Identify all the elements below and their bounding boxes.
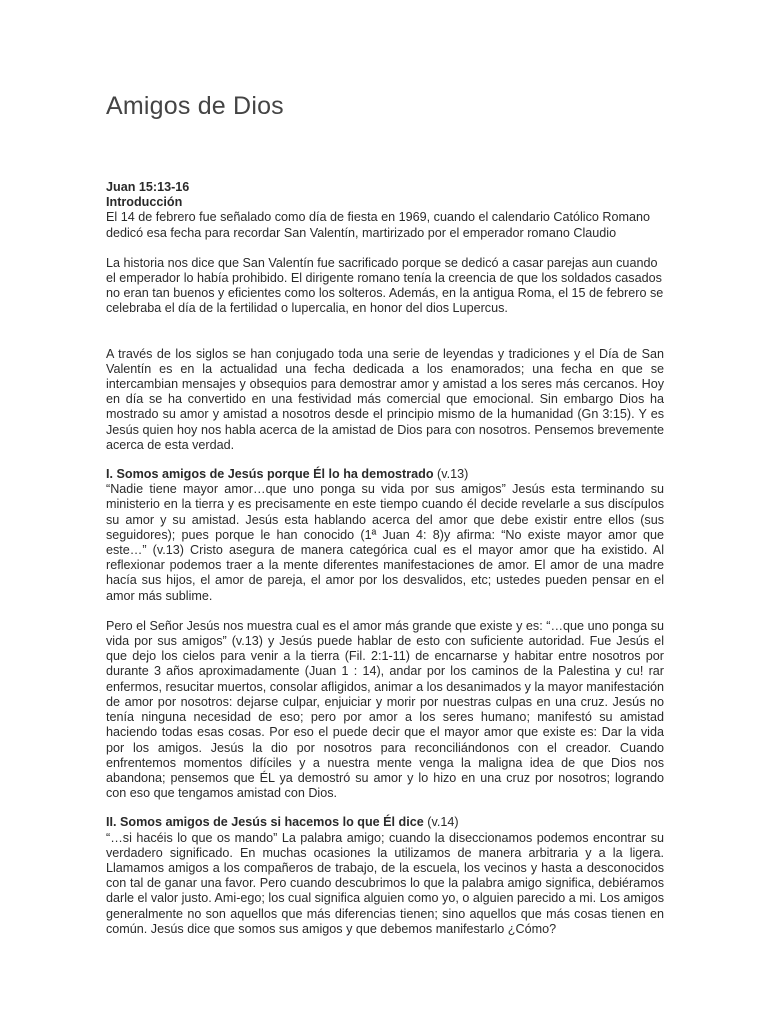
tradition-paragraph: A través de los siglos se han conjugado toda una serie de leyendas y tradiciones y el Día de San Valentín es en la actualidad una fecha dedicada a los enamorados; una fecha en que se intercambian mensajes y obsequios para demostrar amor y amistad a los seres más cercanos. Hoy en día se ha convertido en una festividad más comercial que emocional. Sin embargo Dios ha mostrado su amor y amistad a nosotros desde el principio mismo de la humanidad (Gn 3:15). Y es Jesús quien hoy nos habla acerca de la amistad de Dios para con nosotros. Pensemos brevemente acerca de esta verdad. — [106, 346, 664, 452]
intro-heading: Introducción — [106, 195, 183, 210]
scripture-reference: Juan 15:13-16 — [106, 180, 190, 194]
section-1-paragraph-1: “Nadie tiene mayor amor…que uno ponga su vida por sus amigos” Jesús esta terminando su ministerio en la tierra y es precisamente en este tiempo cuando él decide revelarle a sus discípulos su amor y su amistad. Jesús esta hablando acerca del amor que debe existir entre ellos (sus seguidores); pues porque le han conocido (1ª Juan 4: 8)y afirma: “No existe mayor amor que este…” (v.13) Cristo asegura de manera categórica cual es el mayor amor que ha existido. Al reflexionar podemos traer a la mente diferentes manifestaciones de amor. El amor de una madre hacía sus hijos, el amor de pareja, el amor por los desvalidos, etc; ustedes pueden pensar en el amor más sublime. — [106, 482, 664, 603]
document-body — [106, 180, 664, 937]
section-1-heading-line — [106, 467, 664, 482]
section-2-heading: II. Somos amigos de Jesús si hacemos lo que Él dice — [106, 815, 424, 830]
document-title: Amigos de Dios — [106, 92, 284, 120]
section-1-verse: (v.13) — [433, 467, 469, 482]
section-1-paragraph-2: Pero el Señor Jesús nos muestra cual es el amor más grande que existe y es: “…que uno ponga su vida por sus amigos” (v.13) y Jesús puede hablar de esto con suficiente autoridad. Fue Jesús el que dejo los cielos para venir a la tierra (Fil. 2:1-11) de encarnarse y habitar entre nosotros por durante 3 años aproximadamente (Juan 1 : 14), andar por los caminos de la Palestina y cu! rar enfermos, resucitar muertos, consolar afligidos, animar a los desanimados y la mayor manifestación de amor por nosotros: dejarse culpar, enjuiciar y morir por nuestras culpas en una cruz. Jesús no tenía ninguna necesidad de eso; pero por amor a los seres humano; manifestó su amistad haciendo todas esas cosas. Por eso el puede decir que el mayor amor que existe es: Dar la vida por los amigos. Jesús la dio por nosotros para reconciliándonos con el creador. Cuando enfrentemos momentos difíciles y a nuestra mente venga la maligna idea de que Dios nos abandona; pensemos que ÉL ya demostró su amor y lo hizo en una cruz por nosotros; logrando con eso que tengamos amistad con Dios. — [106, 618, 664, 801]
section-2-heading-line — [106, 815, 664, 830]
section-2-verse: (v.14) — [423, 815, 459, 830]
intro-paragraph: El 14 de febrero fue señalado como día de fiesta en 1969, cuando el calendario Católico Romano dedicó esa fecha para recordar San Valentín, martirizado por el emperador romano Claudio — [106, 210, 650, 240]
history-paragraph: La historia nos dice que San Valentín fue sacrificado porque se dedicó a casar parejas aun cuando el emperador lo había prohibido. El dirigente romano tenía la creencia de que los soldados casados no eran tan buenos y eficientes como los solteros. Además, en la antigua Roma, el 15 de febrero se celebraba el día de la fertilidad o lupercalia, en honor del dios Lupercus. — [106, 255, 664, 316]
section-2-paragraph-1: “…si hacéis lo que os mando” La palabra amigo; cuando la diseccionamos podemos encontrar su verdadero significado. En muchas ocasiones la utilizamos de manera arbitraria y a la ligera. Llamamos amigos a los compañeros de trabajo, de la escuela, los vecinos y hasta a desconocidos con tal de ganar una favor. Pero cuando descubrimos lo que la palabra amigo significa, debiéramos darle el valor justo. Ami-ego; los cual significa alguien como yo, o alguien parecido a mi. Los amigos generalmente no son aquellos que más diferencias tienen; sino aquellos que más cosas tienen en común. Jesús dice que somos sus amigos y que debemos manifestarlo ¿Cómo? — [106, 830, 664, 936]
section-1-heading: I. Somos amigos de Jesús porque Él lo ha demostrado — [106, 467, 434, 482]
